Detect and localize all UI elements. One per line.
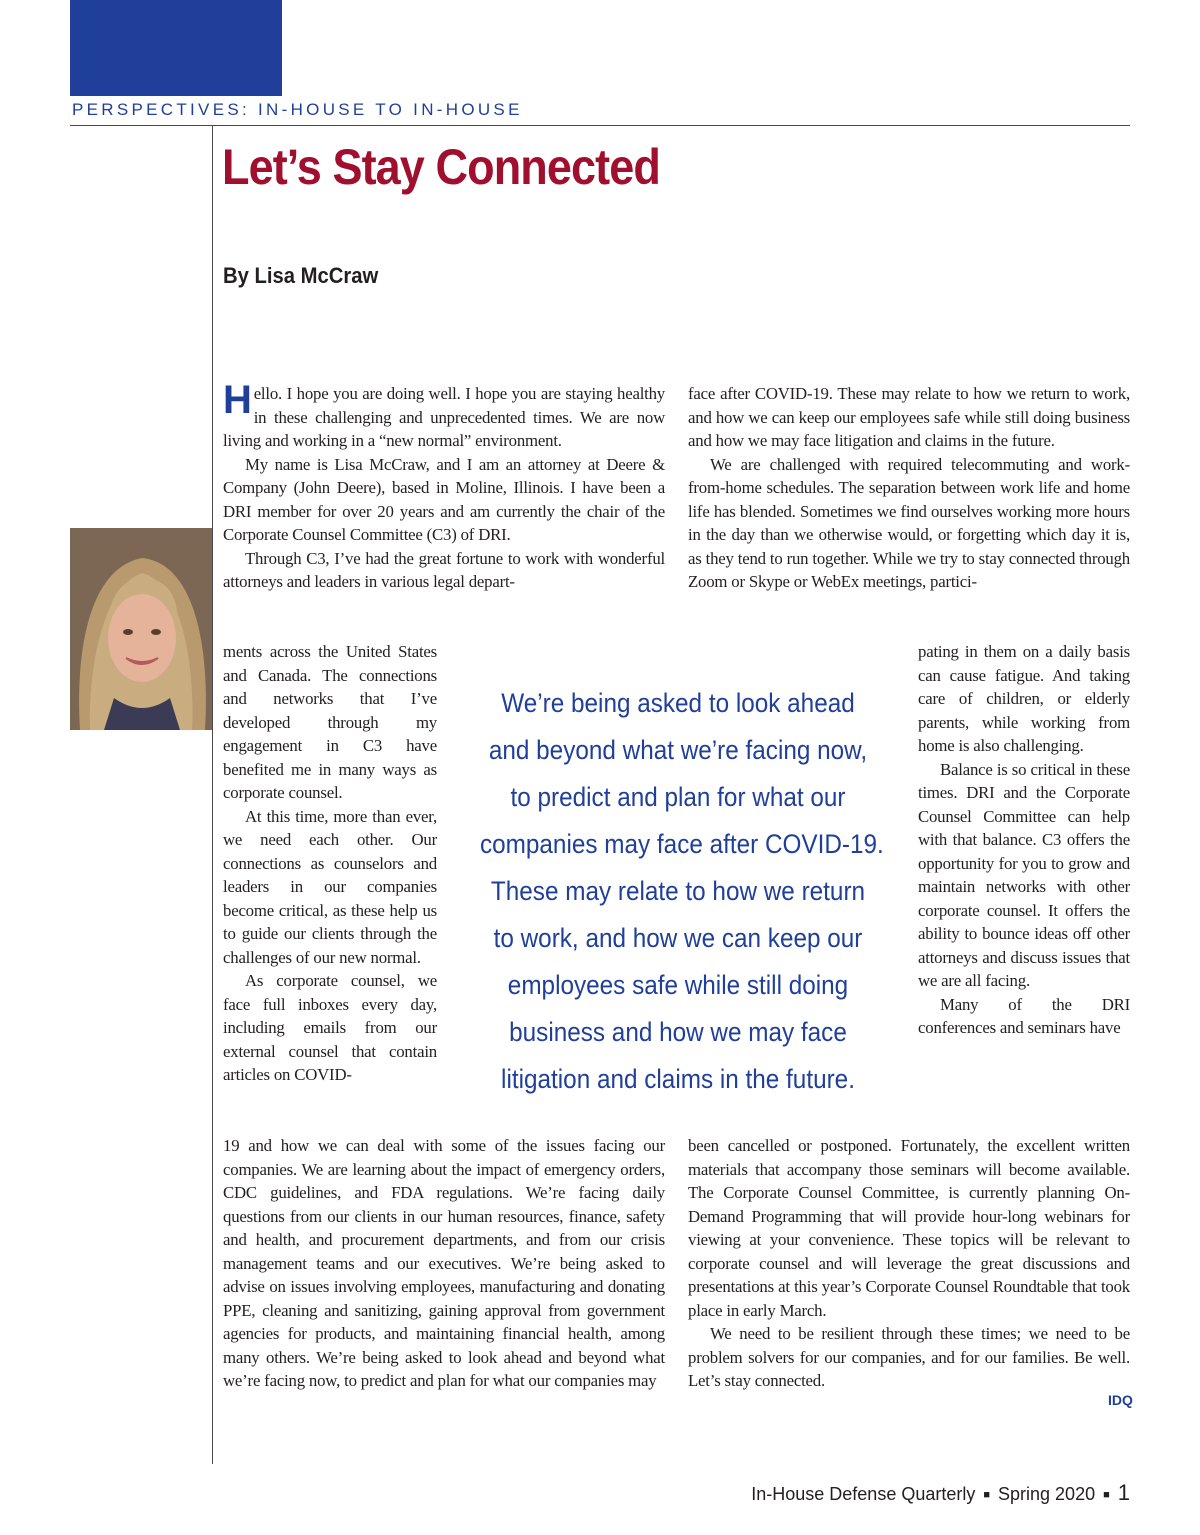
pull-quote-line: companies may face after COVID-19. <box>480 829 884 859</box>
paragraph: We are challenged with required telecommuting and work-from-home schedules. The separation between work life and home life has blended. Sometimes we find ourselves working more hours in the day than we otherwise would, or forgetting which day it is, as they tend to run together. While we try to stay connected through Zoom or Skype or WebEx meetings, partici- <box>688 454 1130 591</box>
margin-rule <box>212 126 213 1464</box>
section-prefix: PERSPECTIVES: <box>72 100 250 119</box>
paragraph: ello. I hope you are doing well. I hope you are staying healthy in these challenging and unprecedented times. We are now living and working in a “new normal” environment. <box>223 384 665 450</box>
section-label <box>72 100 523 120</box>
pull-quote-line: employees safe while still doing <box>507 970 849 1000</box>
page-number: 1 <box>1117 1480 1130 1505</box>
page-footer <box>751 1480 1130 1506</box>
pull-quote-line: and beyond what we’re facing now, <box>488 735 868 765</box>
pull-quote-line: to predict and plan for what our <box>510 782 846 812</box>
pull-quote-line: litigation and claims in the future. <box>501 1064 855 1094</box>
pull-quote-line: These may relate to how we return <box>490 876 866 906</box>
paragraph: pating in them on a daily basis can cause fatigue. And taking care of children, or elderly parents, while working from home is also challenging. <box>918 642 1130 755</box>
bullet-icon: ■ <box>983 1489 991 1502</box>
pull-quote <box>458 680 898 1103</box>
article-column-1-bottom <box>223 1134 665 1393</box>
paragraph: Through C3, I’ve had the great fortune to work with wonderful attorneys and leaders in various legal depart- <box>223 548 665 591</box>
paragraph: 19 and how we can deal with some of the issues facing our companies. We are learning about the impact of emergency orders, CDC guidelines, and FDA regulations. We’re facing daily questions from our clients in our human resources, finance, safety and health, and procurement departments, and from our crisis management teams and our executives. We’re being asked to advise on issues involving employees, manufacturing and donating PPE, cleaning and sanitizing, gaining approval from government agencies for products, and maintaining financial health, among many others. We’re being asked to look ahead and beyond what we’re facing now, to predict and plan for what our companies may <box>223 1136 665 1390</box>
pull-quote-line: business and how we may face <box>509 1017 847 1047</box>
paragraph: face after COVID-19. These may relate to how we return to work, and how we can keep our employees safe while still doing business and how we may face litigation and claims in the future. <box>688 384 1130 450</box>
section-name: IN-HOUSE TO IN-HOUSE <box>258 100 523 119</box>
paragraph: At this time, more than ever, we need each other. Our connections as counselors and leaders in our companies become critical, as these help us to guide our clients through the challenges of our new normal. <box>223 806 437 967</box>
paragraph: We need to be resilient through these times; we need to be problem solvers for our companies, and for our families. Be well. Let’s stay connected. <box>688 1324 1130 1390</box>
paragraph: My name is Lisa McCraw, and I am an attorney at Deere & Company (John Deere), based in Moline, Illinois. I have been a DRI member for over 20 years and am currently the chair of the Corporate Counsel Committee (C3) of DRI. <box>223 454 665 544</box>
paragraph: As corporate counsel, we face full inboxes every day, including emails from our external counsel that contain articles on COVID- <box>223 971 437 1084</box>
article-column-2-middle <box>918 640 1130 1040</box>
pull-quote-line: to work, and how we can keep our <box>493 923 863 953</box>
byline: By Lisa McCraw <box>223 263 379 288</box>
paragraph: Many of the DRI conferences and seminars have <box>918 994 1130 1037</box>
publication-name: In-House Defense Quarterly <box>751 1484 976 1504</box>
header-color-block <box>70 0 282 96</box>
article-column-1-top <box>223 378 665 594</box>
paragraph: been cancelled or postponed. Fortunately, the excellent written materials that accompany those seminars will become available. The Corporate Counsel Committee, is currently planning On-Demand Programming that will provide hour-long webinars for viewing at your convenience. These topics will be relevant to corporate counsel and will leverage the great discussions and presentations at this year’s Corporate Counsel Roundtable that took place in early March. <box>688 1136 1130 1320</box>
paragraph: ments across the United States and Canada. The connections and networks that I’ve developed through my engagement in C3 have benefited me in many ways as corporate counsel. <box>223 642 437 802</box>
paragraph: Balance is so critical in these times. DRI and the Corporate Counsel Committee can help with that balance. C3 offers the opportunity for you to grow and maintain networks with other corporate counsel. It offers the ability to bounce ideas off other attorneys and discuss issues that we are all facing. <box>918 759 1130 990</box>
article-column-2-bottom <box>688 1134 1130 1393</box>
issue-label: Spring 2020 <box>998 1484 1096 1504</box>
bullet-icon: ■ <box>1103 1489 1110 1502</box>
drop-cap: H <box>223 378 252 422</box>
article-column-1-middle <box>223 640 437 1087</box>
pull-quote-line: We’re being asked to look ahead <box>501 688 855 718</box>
article-title: Let’s Stay Connected <box>222 139 660 195</box>
author-photo <box>70 528 212 730</box>
end-mark-logo: IDQ <box>1108 1392 1133 1408</box>
header-rule <box>70 125 1130 126</box>
article-column-2-top <box>688 382 1130 594</box>
